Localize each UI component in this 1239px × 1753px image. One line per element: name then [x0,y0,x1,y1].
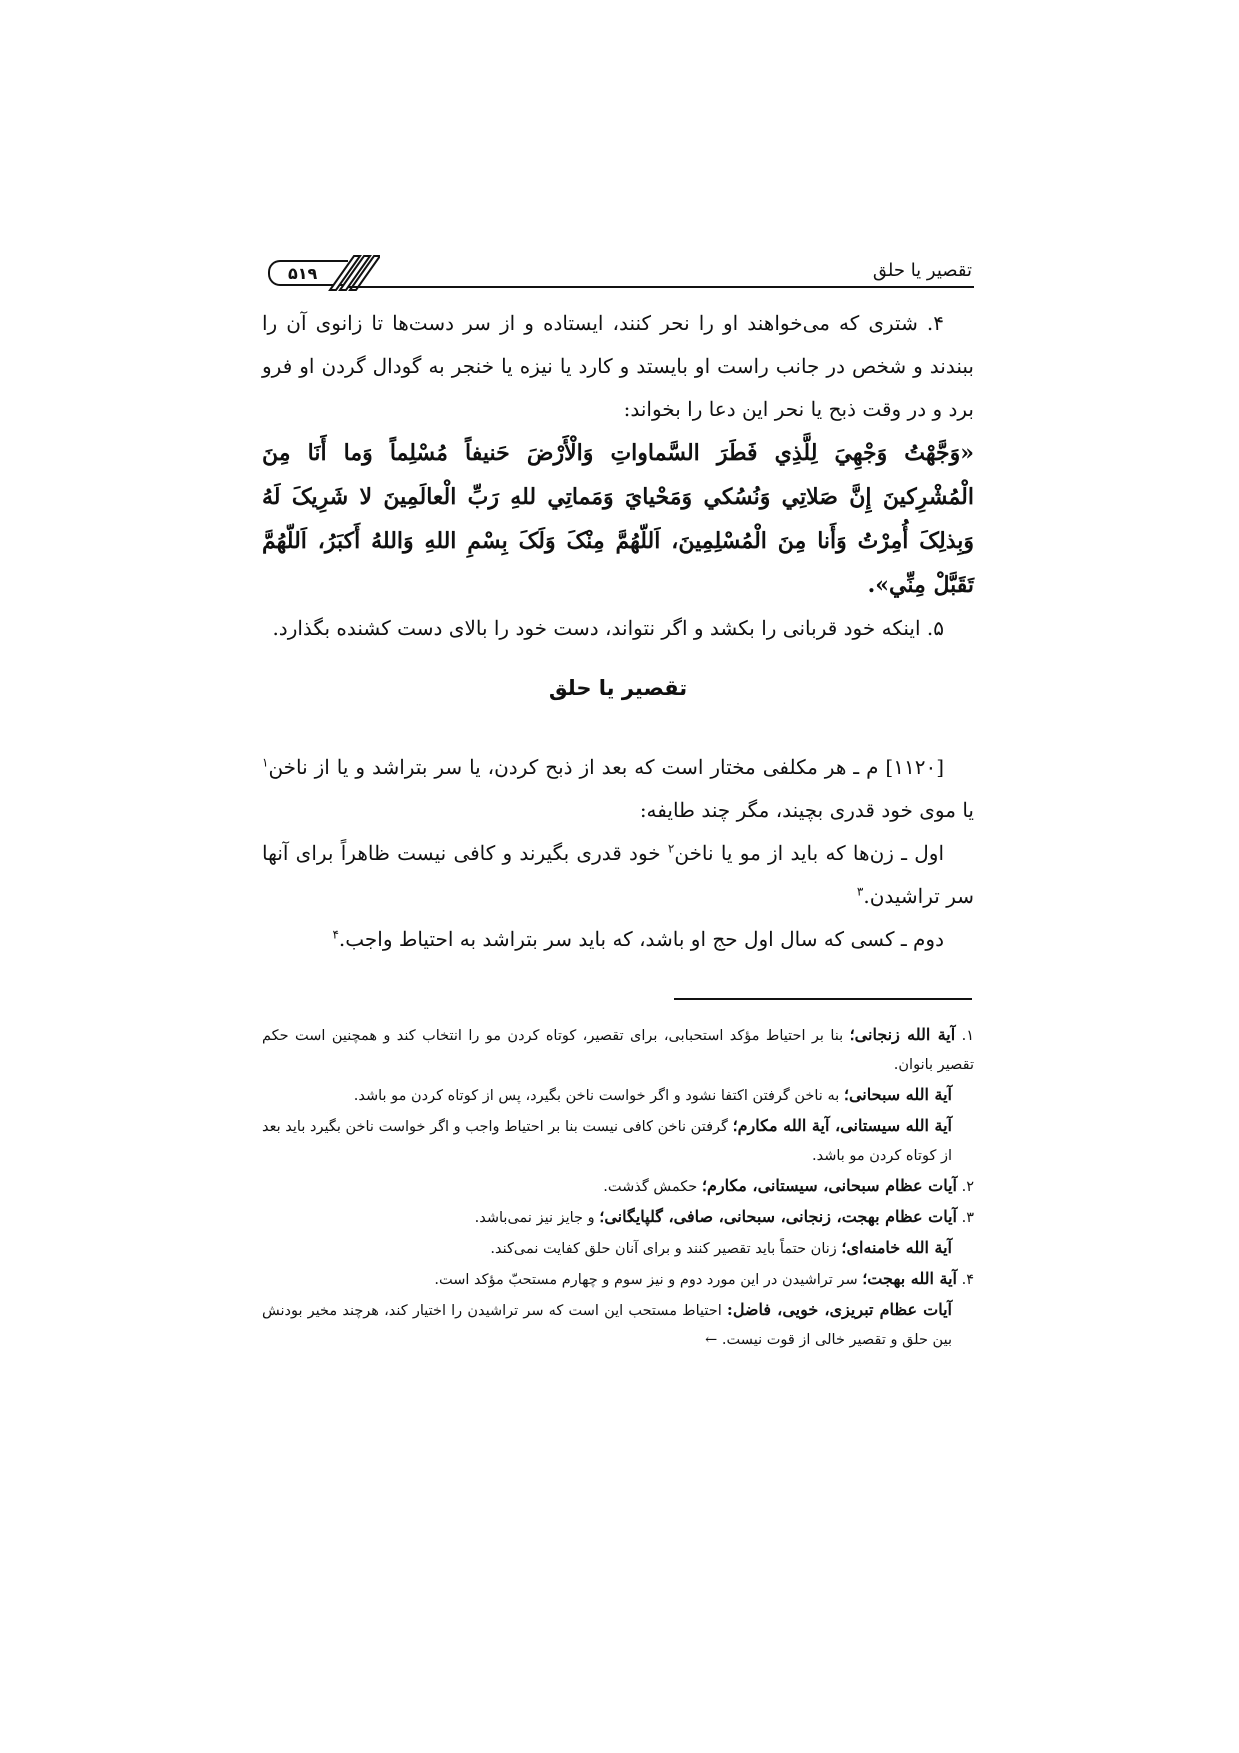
footnote-item [262,1171,974,1202]
footnote-item [262,1202,974,1233]
dua-text: «وَجَّهْتُ وَجْهِيَ لِلَّذِي فَطَرَ السَّماواتِ وَالْأَرْضَ حَنيفاً مُسْلِماً وَما أَنَا مِنَ الْمُشْرِكينَ إِنَّ صَلاتِي وَنُسُكي وَمَحْيايَ وَمَماتِي للهِ رَبِّ الْعالَمِينَ لا شَرِيکَ لَهُ وَبِذلِکَ أُمِرْتُ وَأَنا مِنَ الْمُسْلِمِينَ، اَللّهُمَّ مِنْکَ وَلَکَ بِسْمِ اللهِ وَاللهُ أَکبَرُ، اَللّهُمَّ تَقَبَّلْ مِنِّي». [262,440,974,598]
footnotes [262,1020,974,1355]
footnote-number: ۱. [955,1028,975,1044]
footnote-authority: آیات عظام سبحانی، سیستانی، مکارم؛ [701,1176,957,1195]
footnote-ref-3[interactable]: ۳ [856,884,864,899]
item-5-paragraph: ۵. اینکه خود قربانی را بکشد و اگر نتواند، دست خود را بالای دست کشنده بگذارد. [272,616,944,640]
first-group-text-b: خود قدری بگیرند و کافی نیست ظاهراً برای آنها سر تراشیدن. [262,841,974,908]
second-group-text: دوم ـ کسی که سال اول حج او باشد، که باید سر بتراشد به احتیاط واجب. [338,927,944,951]
page-number: ۵۱۹ [268,260,348,286]
footnote-text: حکمش گذشت. [603,1179,702,1195]
header-rule [348,286,974,288]
paragraph-1120-text: [۱۱۲۰] م ـ هر مکلفی مختار است که بعد از ذبح کردن، یا سر بتراشد و یا از ناخن [268,755,944,779]
footnote-item [262,1233,974,1264]
footnote-text: سر تراشیدن در این مورد دوم و نیز سوم و چهارم مستحبّ مؤکد است. [434,1272,863,1288]
footnote-text: زنان حتماً باید تقصیر کنند و برای آنان حلق کفایت نمی‌کند. [490,1241,842,1257]
second-group-paragraph [262,918,974,961]
page-header [262,252,974,292]
footnote-text: گرفتن ناخن کافی نیست بنا بر احتیاط واجب و اگر خواست ناخن بگیرد باید بعد از کوتاه کردن مو باشد. [262,1119,952,1164]
footnote-authority: آیة الله سیستانی، آیة الله مکارم؛ [732,1116,953,1135]
running-title: تقصیر یا حلق [872,260,972,281]
footnote-ref-1[interactable]: ۱ [262,755,269,770]
footnote-text: به ناخن گرفتن اکتفا نشود و اگر خواست ناخن بگیرد، پس از کوتاه کردن مو باشد. [353,1088,844,1104]
footnote-item [262,1080,974,1111]
first-group-text-a: اول ـ زن‌ها که باید از مو یا ناخن [674,841,945,865]
footnote-authority: آیة الله خامنه‌ای؛ [841,1238,952,1257]
paragraph-1120-continuation: یا موی خود قدری بچیند، مگر چند طایفه: [639,798,974,822]
footnote-item [262,1295,974,1355]
footnote-authority: آیات عظام تبریزی، خویی، فاضل: [726,1300,953,1319]
footnote-number: ۴. [956,1272,974,1288]
section-body [262,746,974,961]
footnote-text: و جایز نیز نمی‌باشد. [474,1210,600,1226]
footnote-text: احتیاط مستحب این است که سر تراشیدن را اختیار کند، هرچند مخیر بودنش بین حلق و تقصیر خالی از قوت نیست. ← [262,1303,952,1348]
footnote-authority: آیة الله سبحانی؛ [843,1085,952,1104]
section-heading: تقصیر یا حلق [548,676,688,700]
footnote-text: بنا بر احتیاط مؤکد استحبابی، برای تقصیر، کوتاه کردن مو را انتخاب کند و همچنین است حکم تقصیر بانوان. [262,1028,974,1073]
section [262,676,974,700]
item-4-block [262,302,974,650]
footnote-authority: آیة الله زنجانی؛ [849,1025,956,1044]
footnote-number: ۲. [956,1179,974,1195]
footnote-item [262,1020,974,1080]
paragraph-1120 [262,746,974,832]
footnote-number: ۳. [956,1210,974,1226]
footnote-item [262,1111,974,1171]
footnote-ref-2[interactable]: ۲ [667,841,675,856]
footnote-authority: آیة الله بهجت؛ [862,1269,957,1288]
footnote-separator [674,998,972,1000]
footnote-item [262,1264,974,1295]
item-4-paragraph: ۴. شتری که می‌خواهند او را نحر کنند، ایستاده و از سر دست‌ها تا زانوی آن را ببندند و شخص در جانب راست او بایستد و کارد یا نیزه یا خنجر به گودال گردن او فرو برد و در وقت ذبح یا نحر این دعا را بخواند: [262,311,974,421]
footnote-ref-4[interactable]: ۴ [332,927,339,942]
footnote-authority: آیات عظام بهجت، زنجانی، سبحانی، صافی، گلپایگانی؛ [599,1207,957,1226]
first-group-paragraph [262,832,974,918]
